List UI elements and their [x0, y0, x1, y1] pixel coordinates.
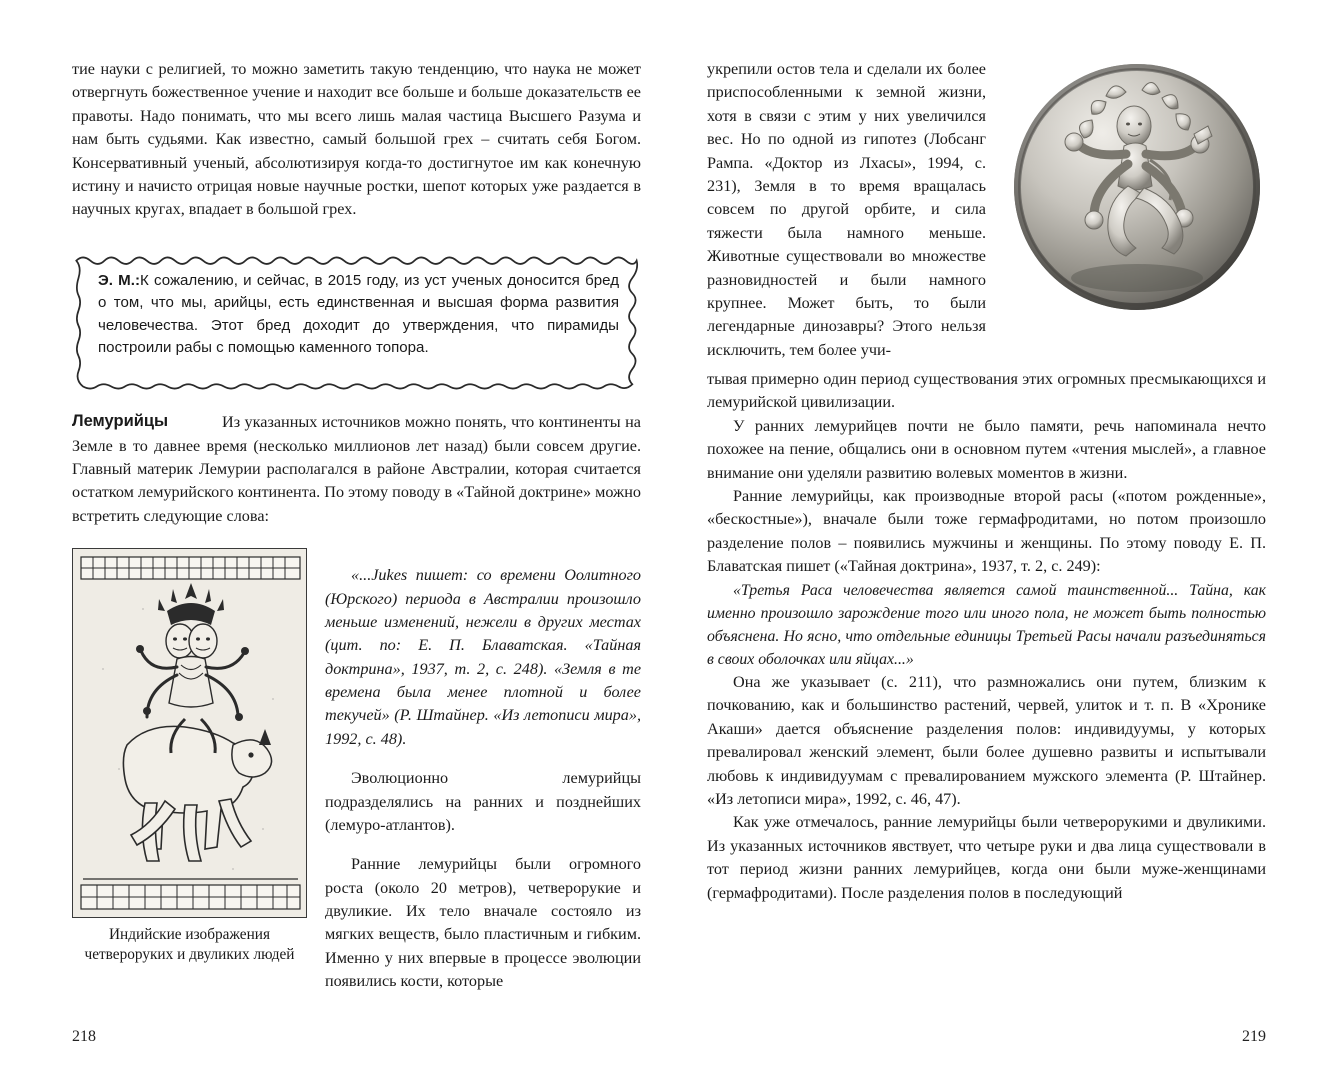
paragraph: Ранние лемурийцы были огромного роста (около 20 метров), четверорукие и двуликие. Их тело вначале состояло из мягких веществ, было пластичным и гибким. Именно у них впервые в процессе эволюции появились кости, которые [325, 855, 641, 990]
figure-row [72, 548, 641, 1009]
paragraph-quote: «...Jukes пишет: со времени Оолитного (Юрского) периода в Австралии произошло меньше изменений, нежели в других местах (цит. по: Е. П. Блаватская. «Тайная доктрина», 1937, т. 2, с. 248). «Земля в те времена была менее плотной и более текучей» (Р. Штайнер. «Из летописи мира», 1992, с. 48). [325, 566, 641, 748]
section-body: Из указанных источников можно понять, что континенты на Земле в то давнее время (несколько миллионов лет назад) были совсем другие. Главный материк Лемурии располагался в районе Австралии, которая считается остатком лемурийского континента. По этому поводу в «Тайной доктрине» можно встретить следующие слова: [72, 413, 641, 525]
page-right [669, 0, 1338, 1080]
right-top-block [707, 58, 1266, 362]
medallion-disc [1014, 64, 1260, 310]
paragraph: Как уже отмечалось, ранние лемурийцы были четверорукими и двуликими. Из указанных источников явствует, что четыре руки и два лица существовали в тот период жизни ранних лемурийцев, когда они были муже-женщинами (гермафродитами). После разделения полов в последующий [707, 813, 1266, 902]
paragraph: укрепили остов тела и сделали их более приспособленными к земной жизни, хотя в связи с этим у них увеличился вес. Но по одной из гипотез (Лобсанг Рампа. «Доктор из Лхасы», 1994, с. 231), Земля в то время вращалась совсем по другой орбите, и сила тяжести была намного меньше. Животные существовали во множестве разновидностей и были намного крупнее. Может быть, то были легендарные динозавры? Этого нельзя исключить, тем более учи- [707, 60, 986, 359]
section-lemurians [72, 411, 641, 528]
paragraph: Ранние лемурийцы, как производные второй расы («потом рожденные», «бескостные»), вначале были тоже гермафродитами, но потом произошло разделение полов – появились мужчины и женщины. По этому поводу Е. П. Блаватская пишет («Тайная доктрина», 1937, т. 2, с. 249): [707, 487, 1266, 576]
paragraph: тывая примерно один период существования этих огромных пресмыкающихся и лемурийской цивилизации. [707, 370, 1266, 412]
figure-caption: Индийские изображения четвероруких и двуликих людей [84, 926, 295, 964]
paragraph: Эволюционно лемурийцы подразделялись на ранних и позднейших (лемуро-атлантов). [325, 769, 641, 834]
shiva-dancing-medallion-icon [1014, 64, 1260, 310]
callout-box [72, 252, 641, 377]
paragraph: Она же указывает (с. 211), что размножались они путем, близким к почкованию, как и большинство растений, червей, улиток и т. п. В «Хронике Акаши» дается объяснение разделения полов: индивидуумы, у которых превалировал женский элемент, были более душевно развиты и испытывали любовь к индивидуумам с превалированием мужского элемента (Р. Штайнер. «Из летописи мира», 1992, с. 46, 47). [707, 672, 1266, 808]
blockquote: «Третья Раса человечества является самой таинственной... Тайна, как именно произошло зарождение того или иного пола, не может быть полностью объяснена. Но ясно, что отдельные единицы Третьей Расы начали разъединяться в своих оболочках или яйцах...» [707, 581, 1266, 668]
medallion-figure [1004, 58, 1266, 358]
right-main-column [707, 368, 1266, 905]
folio-left: 218 [72, 1028, 96, 1045]
paragraph: У ранних лемурийцев почти не было памяти, речь напоминала нечто похожее на пение, общались они в основном путем «чтения мыслей», а главное внимание они уделяли развитию волевых моментов в жизни. [707, 416, 1266, 482]
figure-side-text [325, 548, 641, 1009]
callout-text: К сожалению, и сейчас, в 2015 году, из уст ученых доносится бред о том, что мы, арийцы, есть единственная и высшая форма развития человечества. Этот бред доходит до утверждения, что пирамиды построили рабы с помощью каменного топора. [98, 271, 619, 356]
paragraph: тие науки с религией, то можно заметить такую тенденцию, что наука не может отвергнуть божественное учение и находит все больше и больше доказательств ее правоты. Надо понимать, что мы всего лишь малая частица Высшего Разума и нам быть судьями. Как известно, самый большой грех – считать себя Богом. Консервативный ученый, абсолютизируя когда-то достигнутое им как конечную истину и начисто отрицая новые научные ростки, шепот которых уже раздается в научных кругах, впадает в большой грех. [72, 60, 641, 219]
callout-speaker: Э. М.: [98, 271, 140, 289]
figure-image [72, 548, 307, 918]
section-title: Лемурийцы [72, 412, 169, 431]
left-top-paragraph [72, 58, 641, 222]
figure-block [72, 548, 307, 965]
folio-right: 219 [1242, 1028, 1266, 1045]
indian-four-armed-two-faced-figure-icon [73, 549, 307, 918]
